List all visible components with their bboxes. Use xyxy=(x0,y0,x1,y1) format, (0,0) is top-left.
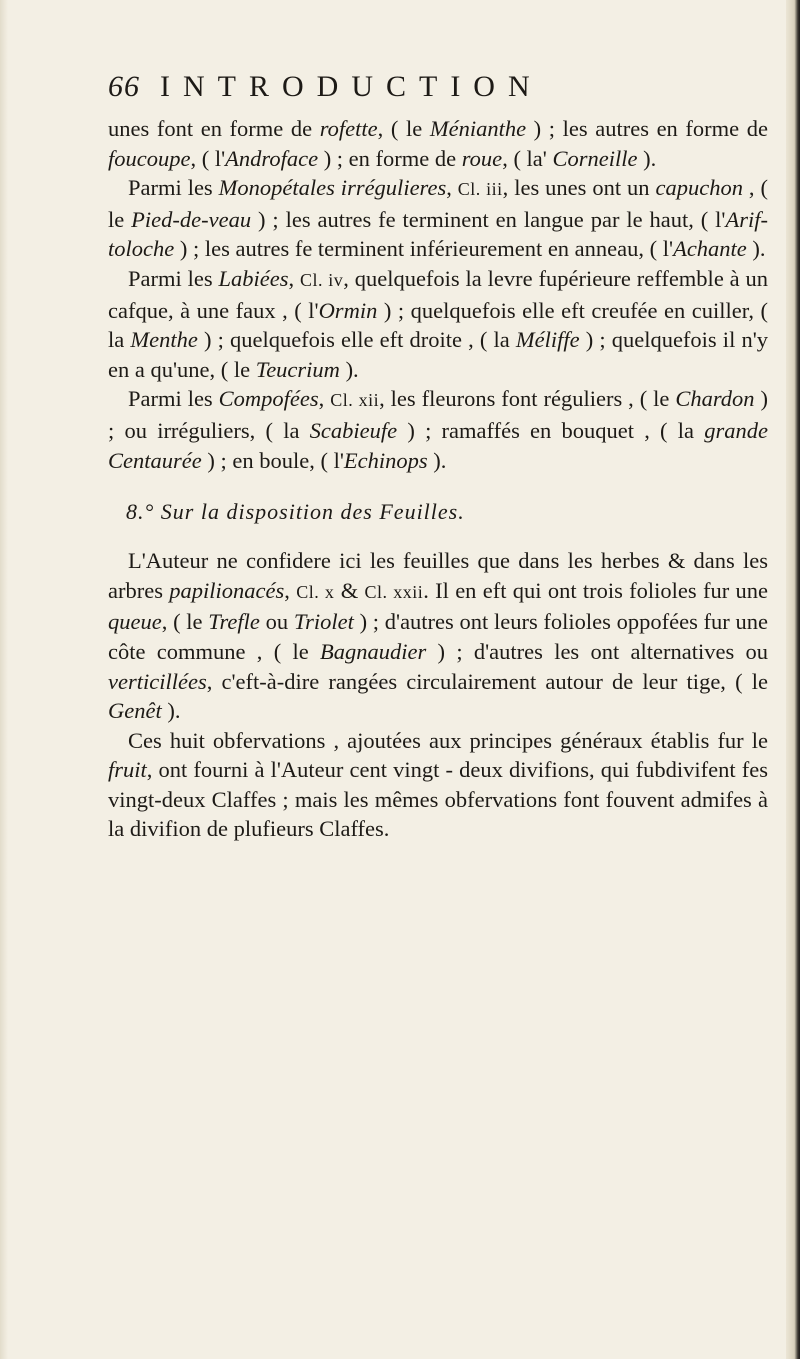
italic-term: Compofées xyxy=(218,386,319,412)
text-run: ) ; ou irréguliers, ( la xyxy=(108,386,768,443)
italic-term: Achante xyxy=(673,236,747,262)
text-run: , quelquefois la levre fupérieure reffemble à un cafque, à une faux , ( l' xyxy=(108,265,769,323)
text-run: ) ; quelquefois il n'y en a qu'une, ( le xyxy=(108,327,768,382)
page-left-edge xyxy=(0,0,8,1359)
text-run: , xyxy=(446,175,458,201)
text-run: , ( la' xyxy=(502,145,553,171)
page-binding-shadow xyxy=(786,0,800,1359)
italic-term: Chardon xyxy=(675,386,755,412)
italic-term: Trefle xyxy=(208,609,260,635)
italic-term: Monopétales irrégulieres xyxy=(218,175,447,201)
text-run: Ces huit obfervations , ajoutées aux principes généraux établis fur le xyxy=(128,727,768,753)
text-run: Cl. x xyxy=(296,581,335,602)
text-run: Cl. xii xyxy=(330,390,380,411)
text-run: , ( l' xyxy=(190,145,226,171)
italic-term: rofette xyxy=(319,116,378,141)
section-heading: 8.° Sur la disposition des Feuilles. xyxy=(126,499,465,525)
text-run: ). xyxy=(339,356,359,382)
italic-term: Ormin xyxy=(318,297,378,323)
text-run: ). xyxy=(746,236,766,262)
text-run: ) ; en boule, ( l' xyxy=(201,447,344,473)
text-run: , ( le xyxy=(377,116,430,141)
paragraph xyxy=(108,546,768,726)
page-body xyxy=(108,114,768,844)
running-title: INTRODUCTION xyxy=(160,70,543,103)
paragraph xyxy=(108,264,768,384)
paragraph xyxy=(108,173,768,264)
italic-term: Androface xyxy=(225,145,319,171)
text-run: ) ; ramaffés en bouquet , ( la xyxy=(397,417,705,443)
italic-term: Labiées xyxy=(218,265,289,291)
italic-term: Scabieufe xyxy=(309,417,398,443)
italic-term: Echinops xyxy=(343,447,428,473)
text-run: , ( le xyxy=(108,175,768,232)
text-run: unes font en forme de xyxy=(108,116,320,141)
text-run: Cl. iv xyxy=(299,269,344,290)
text-run: , les unes ont un xyxy=(502,175,656,201)
book-page xyxy=(108,70,780,844)
italic-term: Teucrium xyxy=(255,356,340,382)
paragraph xyxy=(108,384,768,475)
paragraph-group-2 xyxy=(108,546,768,844)
italic-term: fruit xyxy=(108,757,147,783)
text-run: , les fleurons font réguliers , ( le xyxy=(379,386,676,412)
italic-term: Arif-toloche xyxy=(108,206,768,262)
italic-term: Genêt xyxy=(108,698,162,724)
italic-term: capuchon xyxy=(655,175,743,201)
text-run: , xyxy=(288,265,300,291)
italic-term: Bagnaudier xyxy=(320,638,427,664)
italic-term: Ménianthe xyxy=(429,116,527,141)
text-run: ou xyxy=(259,609,294,635)
italic-term: grande Centaurée xyxy=(108,417,768,473)
text-run: , c'eft-à-dire rangées circulairement autour de leur tige, ( le xyxy=(206,668,768,694)
italic-term: foucoupe xyxy=(108,145,191,171)
text-run: , xyxy=(318,386,331,412)
text-run: ). xyxy=(637,145,657,171)
text-run: , xyxy=(284,577,297,603)
text-run: ) ; d'autres les ont alternatives ou xyxy=(426,638,769,664)
text-run: , ( le xyxy=(161,609,209,635)
italic-term: Corneille xyxy=(552,145,638,171)
text-run: ). xyxy=(427,447,447,473)
italic-term: Méliffe xyxy=(515,327,580,353)
text-run: ) ; quelquefois elle eft creufée en cuiller, ( la xyxy=(108,297,769,353)
text-run: Parmi les xyxy=(128,175,219,201)
text-run: & xyxy=(334,577,365,603)
text-run: ). xyxy=(161,698,181,724)
text-run: , ont fourni à l'Auteur cent vingt - deux divifions, qui fubdivifent fes vingt-deux Claffes ; mais les mêmes obfervations font fouvent admifes à la divifion de plufieurs Claffes. xyxy=(108,757,768,842)
text-run: Cl. xxii xyxy=(364,581,424,602)
text-run: . Il en eft qui ont trois folioles fur une xyxy=(423,577,769,603)
italic-term: queue xyxy=(108,609,162,635)
text-run: ) ; d'autres ont leurs folioles oppofées fur une côte commune , ( le xyxy=(108,609,768,664)
italic-term: Menthe xyxy=(130,327,198,353)
italic-term: Pied-de-veau xyxy=(131,206,252,232)
paragraph xyxy=(108,114,768,173)
italic-term: papilionacés xyxy=(169,577,285,603)
paragraph-group-1 xyxy=(108,114,768,475)
text-run: Parmi les xyxy=(128,386,219,412)
italic-term: roue xyxy=(461,145,503,171)
italic-term: verticillées xyxy=(108,668,207,694)
text-run: L'Auteur ne confidere ici les feuilles que dans les herbes & dans les arbres xyxy=(108,548,768,603)
text-run: ) ; en forme de xyxy=(318,145,462,171)
italic-term: Triolet xyxy=(293,609,354,635)
text-run: ) ; les autres en forme de xyxy=(526,116,768,141)
text-run: Parmi les xyxy=(128,265,219,291)
text-run: ) ; quelquefois elle eft droite , ( la xyxy=(197,327,516,353)
paragraph xyxy=(108,726,768,844)
text-run: ) ; les autres fe terminent en langue par le haut, ( l' xyxy=(251,206,726,232)
page-number: 66 xyxy=(108,70,140,103)
text-run: ) ; les autres fe terminent inférieurement en anneau, ( l' xyxy=(174,236,674,262)
text-run: Cl. iii xyxy=(457,179,503,200)
page-header xyxy=(108,70,780,114)
